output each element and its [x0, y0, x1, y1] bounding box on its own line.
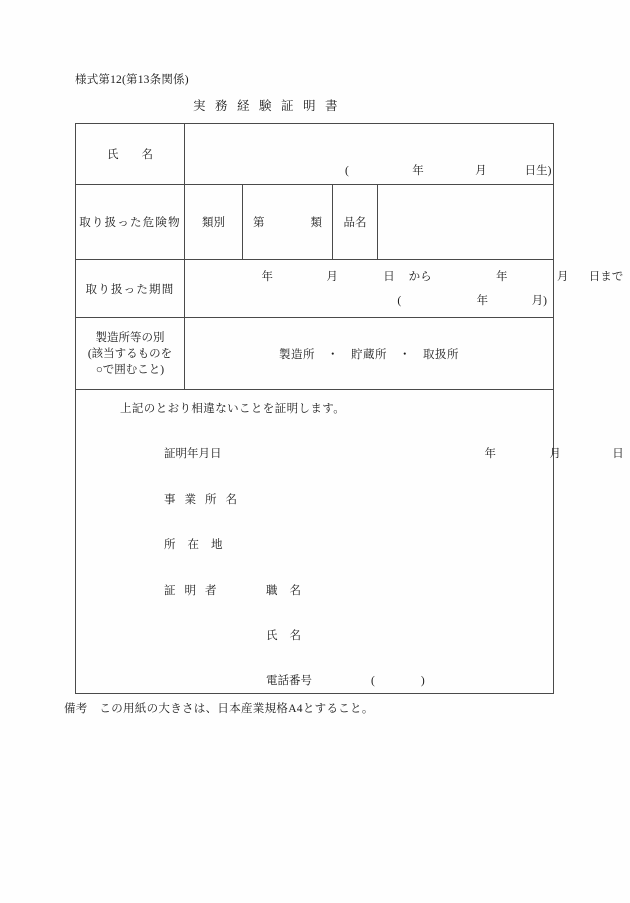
class-type-value[interactable]: 第 類: [243, 185, 333, 260]
class-type-label: 類別: [185, 185, 243, 260]
row-value-name[interactable]: [185, 124, 554, 185]
product-name-label: 品名: [333, 185, 378, 260]
facility-label-line3: ○で囲むこと): [95, 363, 165, 376]
table-row-dangerous-goods: [76, 185, 554, 260]
table-row-statement: [76, 390, 554, 694]
facility-options[interactable]: 製造所 ・ 貯蔵所 ・ 取扱所: [279, 348, 459, 361]
product-name-value[interactable]: [378, 185, 554, 260]
telephone-paren[interactable]: ( ): [371, 675, 425, 687]
period-range: [185, 268, 624, 284]
document-title: 実務経験証明書: [193, 99, 348, 113]
facility-label-line1: 製造所等の別: [95, 331, 165, 344]
period-from-month: 月: [326, 271, 338, 283]
table-row-period: [76, 260, 554, 318]
row-value-facility-type[interactable]: [185, 318, 554, 390]
statement-cell: [76, 390, 624, 694]
row-value-period[interactable]: [185, 260, 624, 318]
period-from-day: 日: [383, 271, 395, 283]
period-total: [397, 292, 547, 308]
address-label: 所在地: [164, 539, 235, 551]
period-total-month: 月): [531, 295, 547, 307]
row-label-facility-type: [76, 318, 185, 390]
birthdate-month: 月: [475, 165, 487, 177]
birthdate-note: [345, 162, 551, 178]
telephone-label: 電話番号: [266, 675, 312, 687]
position-label: 職名: [266, 585, 313, 597]
cert-date-label: 証明年月日: [164, 448, 222, 460]
period-total-year: 年: [476, 295, 489, 307]
form-number: 様式第12(第13条関係): [75, 74, 189, 86]
period-from-word: から: [408, 271, 432, 283]
period-from-year: 年: [261, 271, 273, 283]
row-label-name: 氏 名: [76, 124, 185, 185]
row-label-dangerous-goods: 取り扱った危険物: [76, 185, 185, 260]
birthdate-day: 日生): [524, 165, 552, 177]
cert-date-year: 年: [484, 448, 496, 460]
certify-text: 上記のとおり相違ないことを証明します。: [120, 403, 346, 415]
period-to-month: 月: [556, 271, 569, 283]
experience-table: [75, 123, 624, 694]
row-label-period: 取り扱った期間: [76, 260, 185, 318]
table-row-facility-type: [76, 318, 554, 390]
birthdate-open-paren: (: [345, 165, 349, 177]
cert-date-value[interactable]: [436, 445, 624, 461]
certifier-name-label: 氏名: [266, 630, 313, 642]
period-to-day: 日まで: [588, 271, 624, 283]
period-to-year: 年: [496, 271, 508, 283]
certifier-label: 証明者: [164, 585, 226, 597]
remark-note: 備考 この用紙の大きさは、日本産業規格A4とすること。: [64, 703, 374, 715]
office-name-label: 事業所名: [164, 494, 246, 506]
facility-label-line2: (該当するものを: [87, 347, 173, 360]
birthdate-year: 年: [412, 165, 424, 177]
cert-date-day: 日: [612, 448, 624, 460]
period-total-open-paren: (: [397, 295, 402, 307]
cert-date-month: 月: [549, 448, 561, 460]
table-row-name: [76, 124, 554, 185]
